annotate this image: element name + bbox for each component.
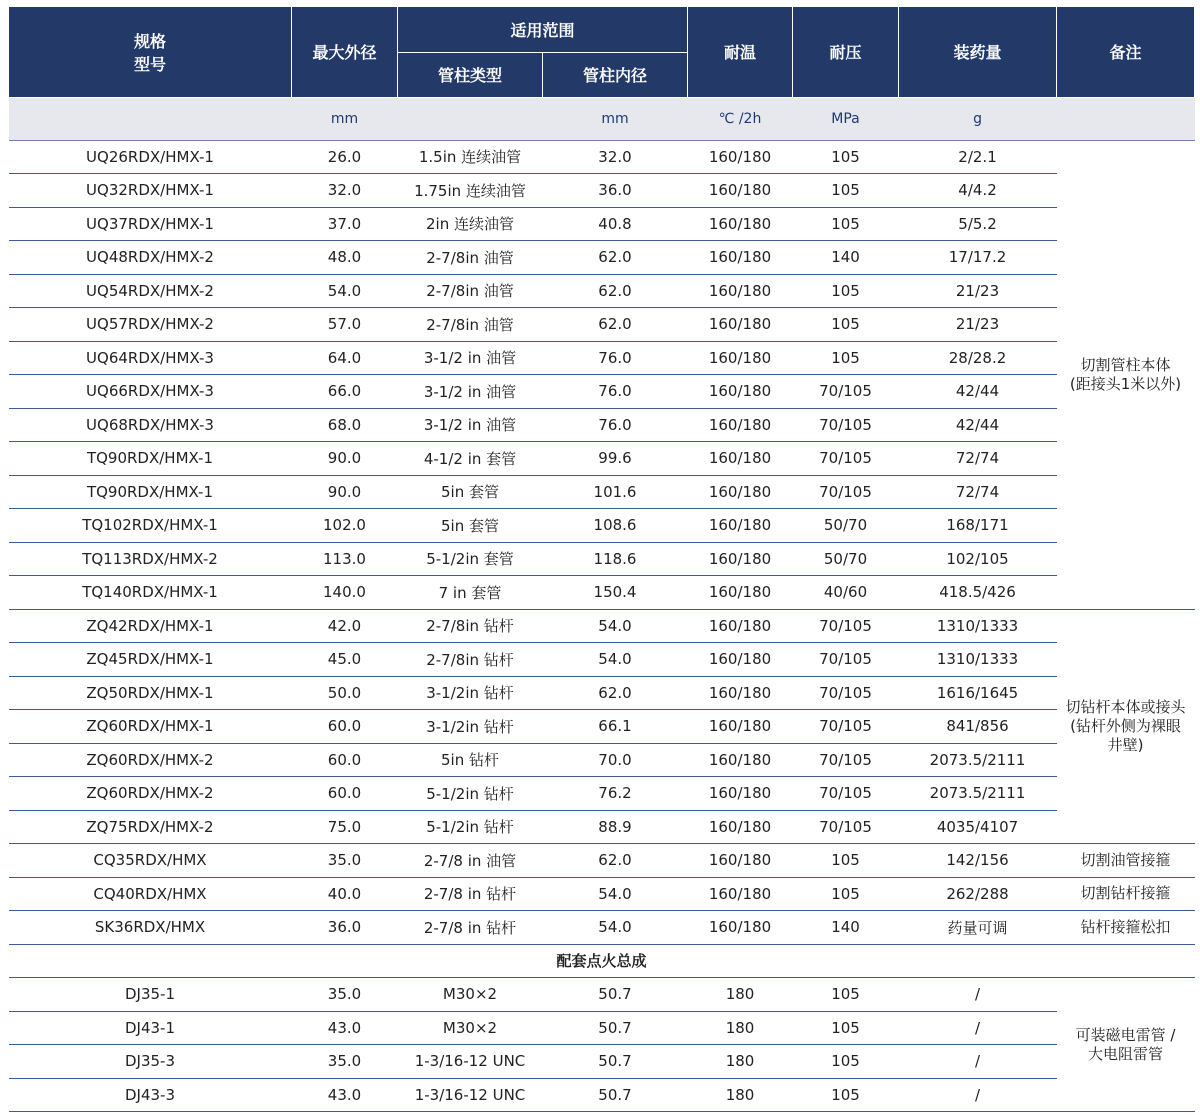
header-temp: 耐温 (688, 7, 793, 97)
charge-cell: / (899, 978, 1057, 1012)
temp-cell: 180 (688, 1045, 793, 1079)
pipe-id-cell: 54.0 (543, 643, 688, 677)
section-row (9, 944, 1195, 978)
unit-cell (398, 97, 543, 140)
model-cell: UQ26RDX/HMX-1 (9, 140, 292, 174)
spec-table-container (8, 7, 1194, 1112)
table-row (9, 777, 1195, 811)
max-od-cell: 26.0 (292, 140, 398, 174)
max-od-cell: 57.0 (292, 308, 398, 342)
model-cell: UQ66RDX/HMX-3 (9, 375, 292, 409)
charge-cell: 72/74 (899, 442, 1057, 476)
charge-cell: / (899, 1078, 1057, 1112)
temp-cell: 160/180 (688, 408, 793, 442)
pipe-type-cell: 5in 套管 (398, 509, 543, 543)
charge-cell: 102/105 (899, 542, 1057, 576)
model-cell: TQ90RDX/HMX-1 (9, 442, 292, 476)
pressure-cell: 40/60 (793, 576, 899, 610)
table-row (9, 207, 1195, 241)
model-cell: TQ113RDX/HMX-2 (9, 542, 292, 576)
pipe-id-cell: 62.0 (543, 676, 688, 710)
charge-cell: 药量可调 (899, 911, 1057, 945)
pipe-type-cell: 2-7/8 in 钻杆 (398, 877, 543, 911)
model-cell: TQ90RDX/HMX-1 (9, 475, 292, 509)
pipe-type-cell: 2in 连续油管 (398, 207, 543, 241)
temp-cell: 160/180 (688, 676, 793, 710)
model-cell: UQ68RDX/HMX-3 (9, 408, 292, 442)
max-od-cell: 32.0 (292, 174, 398, 208)
pipe-type-cell: 1.75in 连续油管 (398, 174, 543, 208)
unit-cell (1057, 97, 1195, 140)
pipe-type-cell: 1-3/16-12 UNC (398, 1078, 543, 1112)
table-row (9, 174, 1195, 208)
max-od-cell: 113.0 (292, 542, 398, 576)
max-od-cell: 45.0 (292, 643, 398, 677)
unit-cell: MPa (793, 97, 899, 140)
temp-cell: 160/180 (688, 140, 793, 174)
model-cell: TQ102RDX/HMX-1 (9, 509, 292, 543)
pressure-cell: 70/105 (793, 442, 899, 476)
remark-cell: 切割油管接箍 (1057, 844, 1195, 878)
pressure-cell: 70/105 (793, 408, 899, 442)
temp-cell: 160/180 (688, 844, 793, 878)
temp-cell: 160/180 (688, 375, 793, 409)
pressure-cell: 70/105 (793, 375, 899, 409)
model-cell: DJ43-1 (9, 1011, 292, 1045)
pipe-id-cell: 62.0 (543, 844, 688, 878)
model-cell: UQ64RDX/HMX-3 (9, 341, 292, 375)
model-cell: SK36RDX/HMX (9, 911, 292, 945)
remark-line: 切钻杆本体或接头 (1065, 697, 1186, 716)
header-max-od: 最大外径 (292, 7, 398, 97)
max-od-cell: 35.0 (292, 1045, 398, 1079)
remark-cell (1057, 978, 1195, 1112)
unit-cell: mm (543, 97, 688, 140)
max-od-cell: 68.0 (292, 408, 398, 442)
table-row (9, 408, 1195, 442)
table-row (9, 710, 1195, 744)
model-cell: CQ40RDX/HMX (9, 877, 292, 911)
pipe-id-cell: 150.4 (543, 576, 688, 610)
pipe-type-cell: 3-1/2 in 油管 (398, 375, 543, 409)
temp-cell: 180 (688, 1078, 793, 1112)
pipe-type-cell: 7 in 套管 (398, 576, 543, 610)
header-pressure: 耐压 (793, 7, 899, 97)
product-spec-table (8, 7, 1195, 1112)
unit-cell (9, 97, 292, 140)
max-od-cell: 43.0 (292, 1011, 398, 1045)
max-od-cell: 40.0 (292, 877, 398, 911)
pipe-id-cell: 62.0 (543, 274, 688, 308)
charge-cell: 28/28.2 (899, 341, 1057, 375)
header-range: 适用范围 (398, 7, 688, 52)
pipe-id-cell: 70.0 (543, 743, 688, 777)
table-row (9, 576, 1195, 610)
max-od-cell: 35.0 (292, 978, 398, 1012)
model-cell: UQ32RDX/HMX-1 (9, 174, 292, 208)
charge-cell: / (899, 1045, 1057, 1079)
table-row (9, 542, 1195, 576)
table-row (9, 274, 1195, 308)
pressure-cell: 105 (793, 308, 899, 342)
pipe-id-cell: 76.0 (543, 341, 688, 375)
charge-cell: 5/5.2 (899, 207, 1057, 241)
max-od-cell: 54.0 (292, 274, 398, 308)
charge-cell: 1616/1645 (899, 676, 1057, 710)
pressure-cell: 105 (793, 1078, 899, 1112)
pressure-cell: 140 (793, 911, 899, 945)
model-cell: UQ48RDX/HMX-2 (9, 241, 292, 275)
model-cell: ZQ60RDX/HMX-2 (9, 777, 292, 811)
pipe-id-cell: 50.7 (543, 1011, 688, 1045)
pipe-id-cell: 50.7 (543, 1045, 688, 1079)
model-cell: UQ54RDX/HMX-2 (9, 274, 292, 308)
pipe-type-cell: 2-7/8in 钻杆 (398, 643, 543, 677)
pipe-id-cell: 62.0 (543, 308, 688, 342)
max-od-cell: 64.0 (292, 341, 398, 375)
temp-cell: 160/180 (688, 710, 793, 744)
unit-cell: ℃ /2h (688, 97, 793, 140)
pipe-type-cell: 3-1/2in 钻杆 (398, 676, 543, 710)
charge-cell: 418.5/426 (899, 576, 1057, 610)
units-row (9, 97, 1195, 140)
pipe-type-cell: 1-3/16-12 UNC (398, 1045, 543, 1079)
pressure-cell: 105 (793, 174, 899, 208)
temp-cell: 160/180 (688, 911, 793, 945)
pressure-cell: 105 (793, 978, 899, 1012)
temp-cell: 160/180 (688, 274, 793, 308)
pipe-type-cell: M30×2 (398, 1011, 543, 1045)
table-row (9, 341, 1195, 375)
pipe-type-cell: 2-7/8in 油管 (398, 274, 543, 308)
model-cell: UQ37RDX/HMX-1 (9, 207, 292, 241)
table-row (9, 509, 1195, 543)
pipe-id-cell: 76.0 (543, 408, 688, 442)
pressure-cell: 70/105 (793, 710, 899, 744)
table-row (9, 877, 1195, 911)
pipe-type-cell: 2-7/8 in 油管 (398, 844, 543, 878)
temp-cell: 160/180 (688, 643, 793, 677)
pipe-id-cell: 32.0 (543, 140, 688, 174)
model-cell: TQ140RDX/HMX-1 (9, 576, 292, 610)
unit-cell: g (899, 97, 1057, 140)
model-cell: DJ43-3 (9, 1078, 292, 1112)
pipe-type-cell: M30×2 (398, 978, 543, 1012)
section-title: 配套点火总成 (9, 944, 1195, 978)
temp-cell: 160/180 (688, 777, 793, 811)
header-spec-model: 规格 型号 (9, 7, 292, 97)
pressure-cell: 105 (793, 274, 899, 308)
max-od-cell: 60.0 (292, 710, 398, 744)
charge-cell: 168/171 (899, 509, 1057, 543)
charge-cell: 4/4.2 (899, 174, 1057, 208)
pipe-id-cell: 50.7 (543, 978, 688, 1012)
pressure-cell: 140 (793, 241, 899, 275)
table-row (9, 442, 1195, 476)
pipe-type-cell: 5in 钻杆 (398, 743, 543, 777)
unit-cell: mm (292, 97, 398, 140)
max-od-cell: 60.0 (292, 743, 398, 777)
header-remark: 备注 (1057, 7, 1195, 97)
pipe-id-cell: 76.2 (543, 777, 688, 811)
temp-cell: 160/180 (688, 810, 793, 844)
table-row (9, 844, 1195, 878)
pipe-type-cell: 4-1/2 in 套管 (398, 442, 543, 476)
temp-cell: 160/180 (688, 241, 793, 275)
model-cell: ZQ42RDX/HMX-1 (9, 609, 292, 643)
temp-cell: 160/180 (688, 442, 793, 476)
pipe-type-cell: 3-1/2 in 油管 (398, 341, 543, 375)
temp-cell: 160/180 (688, 542, 793, 576)
charge-cell: 142/156 (899, 844, 1057, 878)
charge-cell: 21/23 (899, 308, 1057, 342)
max-od-cell: 90.0 (292, 442, 398, 476)
pipe-type-cell: 2-7/8 in 钻杆 (398, 911, 543, 945)
table-row (9, 475, 1195, 509)
charge-cell: 4035/4107 (899, 810, 1057, 844)
pipe-id-cell: 108.6 (543, 509, 688, 543)
temp-cell: 160/180 (688, 207, 793, 241)
charge-cell: 2/2.1 (899, 140, 1057, 174)
remark-cell (1057, 609, 1195, 844)
temp-cell: 160/180 (688, 341, 793, 375)
charge-cell: 42/44 (899, 375, 1057, 409)
pipe-type-cell: 5-1/2in 钻杆 (398, 777, 543, 811)
pressure-cell: 105 (793, 877, 899, 911)
pipe-id-cell: 54.0 (543, 609, 688, 643)
charge-cell: 2073.5/2111 (899, 743, 1057, 777)
model-cell: CQ35RDX/HMX (9, 844, 292, 878)
header-charge: 装药量 (899, 7, 1057, 97)
charge-cell: 2073.5/2111 (899, 777, 1057, 811)
remark-line: 大电阻雷管 (1088, 1044, 1164, 1063)
remark-line: 可装磁电雷管 / (1075, 1025, 1176, 1044)
pressure-cell: 70/105 (793, 676, 899, 710)
pressure-cell: 105 (793, 341, 899, 375)
pipe-type-cell: 5in 套管 (398, 475, 543, 509)
pressure-cell: 70/105 (793, 777, 899, 811)
table-body (9, 97, 1195, 1112)
remark-cell: 钻杆接箍松扣 (1057, 911, 1195, 945)
pipe-id-cell: 54.0 (543, 877, 688, 911)
table-row (9, 609, 1195, 643)
max-od-cell: 90.0 (292, 475, 398, 509)
pipe-id-cell: 88.9 (543, 810, 688, 844)
pressure-cell: 70/105 (793, 609, 899, 643)
charge-cell: 841/856 (899, 710, 1057, 744)
pipe-type-cell: 3-1/2 in 油管 (398, 408, 543, 442)
charge-cell: 21/23 (899, 274, 1057, 308)
temp-cell: 180 (688, 978, 793, 1012)
model-cell: DJ35-1 (9, 978, 292, 1012)
pipe-id-cell: 101.6 (543, 475, 688, 509)
max-od-cell: 102.0 (292, 509, 398, 543)
table-row (9, 241, 1195, 275)
temp-cell: 180 (688, 1011, 793, 1045)
table-row (9, 743, 1195, 777)
temp-cell: 160/180 (688, 174, 793, 208)
pipe-id-cell: 66.1 (543, 710, 688, 744)
header-pipe-type: 管柱类型 (398, 52, 543, 97)
charge-cell: 42/44 (899, 408, 1057, 442)
pipe-id-cell: 40.8 (543, 207, 688, 241)
charge-cell: 72/74 (899, 475, 1057, 509)
max-od-cell: 75.0 (292, 810, 398, 844)
model-cell: UQ57RDX/HMX-2 (9, 308, 292, 342)
remark-cell (1057, 140, 1195, 609)
table-row (9, 308, 1195, 342)
pipe-id-cell: 62.0 (543, 241, 688, 275)
max-od-cell: 36.0 (292, 911, 398, 945)
pressure-cell: 105 (793, 844, 899, 878)
charge-cell: 17/17.2 (899, 241, 1057, 275)
temp-cell: 160/180 (688, 609, 793, 643)
model-cell: ZQ45RDX/HMX-1 (9, 643, 292, 677)
remark-line: 井壁) (1107, 735, 1144, 754)
model-cell: ZQ60RDX/HMX-1 (9, 710, 292, 744)
pressure-cell: 70/105 (793, 810, 899, 844)
table-row (9, 1078, 1195, 1112)
pipe-type-cell: 2-7/8in 油管 (398, 308, 543, 342)
pipe-id-cell: 99.6 (543, 442, 688, 476)
max-od-cell: 60.0 (292, 777, 398, 811)
max-od-cell: 37.0 (292, 207, 398, 241)
pipe-id-cell: 50.7 (543, 1078, 688, 1112)
table-row (9, 810, 1195, 844)
max-od-cell: 66.0 (292, 375, 398, 409)
pressure-cell: 105 (793, 1011, 899, 1045)
temp-cell: 160/180 (688, 509, 793, 543)
remark-cell: 切割钻杆接箍 (1057, 877, 1195, 911)
table-row (9, 643, 1195, 677)
charge-cell: 262/288 (899, 877, 1057, 911)
table-row (9, 676, 1195, 710)
model-cell: ZQ60RDX/HMX-2 (9, 743, 292, 777)
table-row (9, 978, 1195, 1012)
model-cell: DJ35-3 (9, 1045, 292, 1079)
temp-cell: 160/180 (688, 576, 793, 610)
charge-cell: 1310/1333 (899, 609, 1057, 643)
table-row (9, 1045, 1195, 1079)
temp-cell: 160/180 (688, 475, 793, 509)
table-row (9, 375, 1195, 409)
pipe-type-cell: 3-1/2in 钻杆 (398, 710, 543, 744)
pressure-cell: 70/105 (793, 743, 899, 777)
max-od-cell: 50.0 (292, 676, 398, 710)
table-row (9, 911, 1195, 945)
charge-cell: 1310/1333 (899, 643, 1057, 677)
pipe-type-cell: 5-1/2in 钻杆 (398, 810, 543, 844)
max-od-cell: 48.0 (292, 241, 398, 275)
charge-cell: / (899, 1011, 1057, 1045)
pressure-cell: 70/105 (793, 475, 899, 509)
temp-cell: 160/180 (688, 877, 793, 911)
table-row (9, 140, 1195, 174)
pressure-cell: 105 (793, 140, 899, 174)
header-pipe-id: 管柱内径 (543, 52, 688, 97)
pressure-cell: 105 (793, 207, 899, 241)
remark-line: (钻杆外侧为裸眼 (1070, 716, 1181, 735)
pipe-type-cell: 1.5in 连续油管 (398, 140, 543, 174)
model-cell: ZQ50RDX/HMX-1 (9, 676, 292, 710)
table-row (9, 1011, 1195, 1045)
pressure-cell: 50/70 (793, 542, 899, 576)
temp-cell: 160/180 (688, 308, 793, 342)
max-od-cell: 140.0 (292, 576, 398, 610)
pipe-id-cell: 54.0 (543, 911, 688, 945)
max-od-cell: 42.0 (292, 609, 398, 643)
remark-line: (距接头1米以外) (1069, 374, 1182, 393)
pipe-id-cell: 118.6 (543, 542, 688, 576)
pressure-cell: 105 (793, 1045, 899, 1079)
pressure-cell: 70/105 (793, 643, 899, 677)
pipe-type-cell: 5-1/2in 套管 (398, 542, 543, 576)
pipe-id-cell: 76.0 (543, 375, 688, 409)
pipe-type-cell: 2-7/8in 油管 (398, 241, 543, 275)
pipe-type-cell: 2-7/8in 钻杆 (398, 609, 543, 643)
max-od-cell: 35.0 (292, 844, 398, 878)
temp-cell: 160/180 (688, 743, 793, 777)
model-cell: ZQ75RDX/HMX-2 (9, 810, 292, 844)
pressure-cell: 50/70 (793, 509, 899, 543)
remark-line: 切割管柱本体 (1080, 355, 1171, 374)
max-od-cell: 43.0 (292, 1078, 398, 1112)
pipe-id-cell: 36.0 (543, 174, 688, 208)
